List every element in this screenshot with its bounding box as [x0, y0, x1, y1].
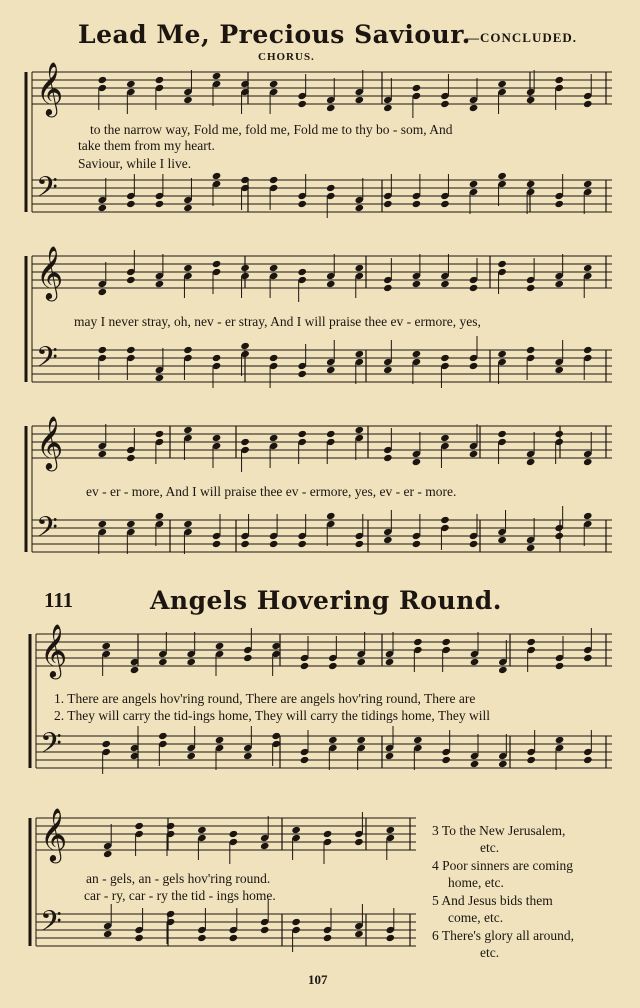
system-4-bass-note [441, 748, 451, 756]
system-4-treble-note [498, 666, 508, 674]
system-4-bass-note [271, 732, 281, 740]
system-2-treble-note [383, 284, 393, 292]
system-5-treble-note [354, 830, 364, 838]
system-5-treble-note [197, 826, 207, 834]
system-2-treble-note [97, 288, 107, 296]
system-2-treble-note [583, 272, 593, 280]
system-3-bass-note [412, 532, 422, 540]
verse-number: 6 [432, 928, 439, 943]
system-3-bass-note [383, 528, 393, 536]
system-2-bass-note [583, 354, 593, 362]
system-3-treble-note [297, 430, 307, 438]
concluded-label: —CONCLUDED. [466, 30, 578, 45]
system-3-bass-clef: 𝄢 [36, 511, 58, 551]
system-4-treble-note [101, 642, 111, 650]
system-4-bass-note [413, 744, 423, 752]
system-5-treble-note [103, 850, 113, 858]
system-2-bass-note [155, 366, 165, 374]
system-4-bass-note [130, 744, 140, 752]
system-3-treble-note [383, 454, 393, 462]
system-2-bass-note [126, 346, 136, 354]
system-4-bass-note [413, 736, 423, 744]
system-2-treble-note [97, 280, 107, 288]
system-3-bass-note [469, 540, 479, 548]
system-2-bass-note [126, 354, 136, 362]
system-2-treble-note [354, 272, 364, 280]
system-4-treble-note [328, 654, 338, 662]
system-2-treble-note [354, 264, 364, 272]
system-4-treble-note [385, 650, 395, 658]
verse-line: Poor sinners are coming [442, 858, 573, 873]
system-2-bass-note [412, 358, 422, 366]
system-5-bass-note [134, 934, 144, 942]
system-3-bass-note [440, 516, 450, 524]
system-3-bass-note [583, 512, 593, 520]
system-3-bass-note [354, 540, 364, 548]
system-3-treble-note [469, 450, 479, 458]
system-4-treble-note [328, 662, 338, 670]
system-4-bass-note [300, 756, 310, 764]
system-2-bass-note [583, 346, 593, 354]
system-1-lyric-line-3: Saviour, while I live. [78, 156, 192, 171]
system-3-treble-note [269, 434, 279, 442]
system-4-treble-note [158, 658, 168, 666]
system-2-bass-note [440, 354, 450, 362]
system-4-treble-note [441, 638, 451, 646]
system-2-bass-note [297, 362, 307, 370]
system-5-treble-note [291, 826, 301, 834]
system-5-treble-note [229, 838, 239, 846]
system-4-treble-note [470, 658, 480, 666]
verse-number: 5 [432, 893, 439, 908]
system-4-bass-note [498, 760, 508, 768]
system-3-treble-clef: 𝄞 [36, 415, 64, 469]
system-2-bass-note [240, 342, 250, 350]
system-5-bass-note [166, 910, 176, 918]
system-4-bass-note [186, 752, 196, 760]
system-2-bass-note [326, 358, 336, 366]
verse-item-4 [432, 857, 632, 891]
system-4-treble-clef: 𝄞 [40, 623, 68, 677]
verse-line: There's glory all around, [441, 928, 575, 943]
system-5-treble-note [323, 830, 333, 838]
system-2-treble-note [240, 264, 250, 272]
system-5-treble-note [323, 838, 333, 846]
system-3-treble-note [412, 450, 422, 458]
system-2-treble-note [269, 264, 279, 272]
system-4-bass-note [356, 744, 366, 752]
system-4-treble-note [555, 654, 565, 662]
system-4-bass-note [130, 752, 140, 760]
system-4-treble-note [413, 646, 423, 654]
ending-lyric-2: car - ry, car - ry the tid - ings home. [84, 888, 276, 903]
system-4-treble-note [130, 666, 140, 674]
system-2-bass-note [155, 374, 165, 382]
system-4-bass-note [328, 744, 338, 752]
system-2-treble-note [240, 272, 250, 280]
system-2-treble-note [469, 284, 479, 292]
system-4-treble-note [130, 658, 140, 666]
system-5-bass-clef: 𝄢 [40, 905, 62, 945]
system-2-bass-note [554, 366, 564, 374]
system-2-treble-note [440, 272, 450, 280]
system-5-treble-note [103, 842, 113, 850]
system-3-bass-note [326, 512, 336, 520]
system-3-treble-note [497, 438, 507, 446]
system-5-bass-note [197, 926, 207, 934]
system-3-bass-note [297, 532, 307, 540]
system-3-bass-note [497, 528, 507, 536]
system-4-bass-note [555, 744, 565, 752]
system-2-bass-note [212, 362, 222, 370]
system-5-treble-note [134, 830, 144, 838]
system-3-bass-note [183, 520, 193, 528]
system-5-treble-note [354, 838, 364, 846]
system-4-bass-note [441, 756, 451, 764]
system-2-bass-note [97, 354, 107, 362]
system-3-treble-note [412, 458, 422, 466]
system-1-lyric-line-2: take them from my heart. [78, 138, 215, 153]
system-4-bass-note [158, 740, 168, 748]
system-2-bass-note [526, 354, 536, 362]
system-5-bass-note [229, 934, 239, 942]
system-4-treble-note [215, 650, 225, 658]
system-5-bass-note [166, 918, 176, 926]
system-2-treble-note [497, 260, 507, 268]
system-2-bass-note [469, 354, 479, 362]
system-5-bass-note [323, 926, 333, 934]
system-4-treble-note [498, 658, 508, 666]
system-2-treble-note [126, 276, 136, 284]
system-3-bass-note [212, 540, 222, 548]
system-3-bass-note [469, 532, 479, 540]
system-4-treble-note [271, 642, 281, 650]
system-3-bass-note [412, 540, 422, 548]
system-3-bass-note [526, 536, 536, 544]
system-2-bass-note [497, 358, 507, 366]
system-2-treble-note [155, 272, 165, 280]
system-4-treble-note [413, 638, 423, 646]
verse-2-lyric: 2. They will carry the tid-ings home, They will carry the tidings home, They will [54, 708, 491, 723]
system-4-treble-note [243, 646, 253, 654]
system-1-bass-clef: 𝄢 [36, 171, 58, 211]
system-4-bass-note [158, 732, 168, 740]
system-2-treble-note [212, 268, 222, 276]
system-2-bass-note [212, 354, 222, 362]
system-4-bass-note [583, 748, 593, 756]
system-3-treble-note [526, 458, 536, 466]
system-3-bass-note [269, 532, 279, 540]
system-2-bass-note [269, 354, 279, 362]
verse-line: home, etc. [448, 875, 504, 890]
system-3-bass-note [383, 536, 393, 544]
system-4-bass-note [385, 752, 395, 760]
system-3-treble-note [155, 430, 165, 438]
system-4-bass-note [498, 752, 508, 760]
system-3-treble-note [126, 454, 136, 462]
system-4-bass-note [215, 744, 225, 752]
system-2-bass-note [354, 350, 364, 358]
system-3-treble-note [240, 438, 250, 446]
system-3-treble-note [183, 434, 193, 442]
system-2-bass-note [526, 346, 536, 354]
system-4-treble-note [300, 662, 310, 670]
system-3-treble-note [440, 434, 450, 442]
system-3-treble-note [240, 446, 250, 454]
system-3-treble-note [583, 450, 593, 458]
system-3-treble-note [469, 442, 479, 450]
system-4-bass-note [215, 736, 225, 744]
system-2-bass-note [183, 346, 193, 354]
system-2-treble-note [155, 280, 165, 288]
system-3-bass-note [126, 520, 136, 528]
system-4-treble-note [356, 650, 366, 658]
system-4-treble-note [271, 650, 281, 658]
system-2-bass-note [269, 362, 279, 370]
system-5-bass-note [323, 934, 333, 942]
system-3-lyric: ev - er - more, And I will praise thee ev - ermore, yes, ev - er - more. [86, 484, 457, 499]
verse-number: 4 [432, 858, 439, 873]
system-2-treble-note [212, 260, 222, 268]
verse-number: 3 [432, 823, 439, 838]
system-5-bass-note [103, 930, 113, 938]
system-3-bass-note [497, 536, 507, 544]
system-4-treble-note [158, 650, 168, 658]
system-2-bass-note [326, 366, 336, 374]
system-2-treble-note [126, 268, 136, 276]
system-4-treble-note [300, 654, 310, 662]
system-4-bass-note [555, 736, 565, 744]
system-5-treble-note [134, 822, 144, 830]
system-5-bass-note [291, 926, 301, 934]
system-2-bass-note [297, 370, 307, 378]
system-2-bass-note [354, 358, 364, 366]
verse-line: come, etc. [448, 910, 504, 925]
system-5-bass-note [260, 918, 270, 926]
chorus-label: CHORUS. [258, 51, 315, 63]
system-2-treble-clef: 𝄞 [36, 245, 64, 299]
system-5-treble-note [260, 834, 270, 842]
system-2-lyric: may I never stray, oh, nev - er stray, And I will praise thee ev - ermore, yes, [74, 314, 481, 329]
ending-lyric-1: an - gels, an - gels hov'ring round. [86, 871, 271, 886]
system-4-treble-note [186, 658, 196, 666]
system-2-treble-note [554, 280, 564, 288]
system-4-bass-clef: 𝄢 [40, 727, 62, 767]
system-5-bass-note [386, 926, 396, 934]
system-2-treble-note [583, 264, 593, 272]
system-4-bass-note [385, 744, 395, 752]
system-4-bass-note [470, 752, 480, 760]
verse-item-6 [432, 927, 632, 961]
system-4-bass-note [526, 756, 536, 764]
system-2-bass-note [469, 362, 479, 370]
system-3-treble-note [354, 434, 364, 442]
system-4-bass-note [356, 736, 366, 744]
verse-item-3 [432, 822, 632, 856]
system-2-treble-note [412, 272, 422, 280]
system-2-bass-note [383, 366, 393, 374]
system-3-bass-note [155, 520, 165, 528]
system-4-treble-note [215, 642, 225, 650]
system-2-treble-note [412, 280, 422, 288]
system-3-treble-note [383, 446, 393, 454]
system-2-treble-note [554, 272, 564, 280]
system-3-treble-note [269, 442, 279, 450]
system-5-treble-note [229, 830, 239, 838]
system-3-treble-note [326, 438, 336, 446]
system-1-treble-clef: 𝄞 [36, 61, 64, 115]
system-2-treble-note [326, 280, 336, 288]
system-5-bass-note [354, 930, 364, 938]
system-3-treble-note [183, 426, 193, 434]
system-2-bass-note [240, 350, 250, 358]
system-3-bass-note [440, 524, 450, 532]
system-4-bass-note [526, 748, 536, 756]
system-2-treble-note [383, 276, 393, 284]
system-3-bass-note [155, 512, 165, 520]
system-2-treble-note [440, 280, 450, 288]
system-2-bass-note [383, 358, 393, 366]
hymn-title-angels: Angels Hovering Round. [150, 586, 502, 615]
system-2-bass-note [97, 346, 107, 354]
system-5-bass-note [229, 926, 239, 934]
system-4-treble-note [583, 646, 593, 654]
verse-1-lyric: 1. There are angels hov'ring round, There are angels hov'ring round, There are [54, 691, 476, 706]
system-3-bass-note [97, 520, 107, 528]
verse-line: etc. [480, 840, 500, 855]
system-2-treble-note [183, 264, 193, 272]
system-2-bass-note [183, 354, 193, 362]
system-4-bass-note [271, 740, 281, 748]
system-4-bass-note [243, 752, 253, 760]
system-5-bass-note [354, 922, 364, 930]
system-2-treble-note [326, 272, 336, 280]
system-3-treble-note [126, 446, 136, 454]
system-5-bass-note [134, 926, 144, 934]
system-4-treble-note [356, 658, 366, 666]
system-3-bass-note [240, 532, 250, 540]
system-3-bass-note [183, 528, 193, 536]
system-1-lyric-line-1: to the narrow way, Fold me, fold me, Fold me to thy bo - som, And [90, 122, 453, 137]
verse-line: And Jesus bids them [441, 893, 553, 908]
system-3-bass-note [212, 532, 222, 540]
system-3-treble-note [97, 442, 107, 450]
system-3-treble-note [497, 430, 507, 438]
system-5-treble-note [291, 834, 301, 842]
verse-item-5 [432, 892, 632, 926]
system-4-treble-note [186, 650, 196, 658]
hymn-title-lead-me: Lead Me, Precious Saviour. [78, 20, 471, 49]
system-3-treble-note [212, 442, 222, 450]
system-4-bass-note [300, 748, 310, 756]
system-4-treble-note [470, 650, 480, 658]
system-3-treble-note [326, 430, 336, 438]
system-5-bass-note [386, 934, 396, 942]
system-5-treble-note [166, 822, 176, 830]
system-3-bass-note [269, 540, 279, 548]
system-3-treble-note [440, 442, 450, 450]
system-2-treble-note [297, 276, 307, 284]
system-3-treble-note [297, 438, 307, 446]
system-5-bass-note [197, 934, 207, 942]
system-3-bass-note [126, 528, 136, 536]
system-4-bass-note [243, 744, 253, 752]
additional-verses [432, 822, 632, 961]
system-2-bass-note [497, 350, 507, 358]
system-5-treble-note [386, 826, 396, 834]
system-3-treble-note [354, 426, 364, 434]
system-3-treble-note [97, 450, 107, 458]
system-2-bass-clef: 𝄢 [36, 341, 58, 381]
system-4-treble-note [583, 654, 593, 662]
system-3-bass-note [526, 544, 536, 552]
system-5-treble-clef: 𝄞 [40, 807, 68, 861]
system-4-treble-note [441, 646, 451, 654]
system-2-treble-note [469, 276, 479, 284]
system-4-treble-note [526, 638, 536, 646]
system-2-treble-note [183, 272, 193, 280]
system-2-bass-note [554, 358, 564, 366]
system-5-bass-note [291, 918, 301, 926]
system-4-bass-note [328, 736, 338, 744]
page-number: 107 [308, 972, 328, 987]
system-4-treble-note [385, 658, 395, 666]
system-5-treble-note [260, 842, 270, 850]
system-3-bass-note [583, 520, 593, 528]
system-3-bass-note [97, 528, 107, 536]
system-5-bass-note [103, 922, 113, 930]
system-5-treble-note [386, 834, 396, 842]
system-2-treble-note [297, 268, 307, 276]
system-4-treble-note [526, 646, 536, 654]
system-4-bass-note [101, 748, 111, 756]
system-3-bass-note [354, 532, 364, 540]
system-5-treble-note [166, 830, 176, 838]
system-5-treble-note [197, 834, 207, 842]
system-3-bass-note [240, 540, 250, 548]
system-4-bass-note [101, 740, 111, 748]
system-5-bass-note [260, 926, 270, 934]
system-3-bass-note [326, 520, 336, 528]
system-4-bass-note [186, 744, 196, 752]
system-3-bass-note [554, 524, 564, 532]
system-2-bass-note [412, 350, 422, 358]
system-3-treble-note [583, 458, 593, 466]
verse-line: To the New Jerusalem, [441, 823, 566, 838]
system-4-treble-note [555, 662, 565, 670]
system-3-treble-note [526, 450, 536, 458]
verse-line: etc. [480, 945, 500, 960]
hymn-number: 111 [44, 588, 74, 612]
system-3-bass-note [297, 540, 307, 548]
system-3-treble-note [554, 438, 564, 446]
system-2-treble-note [497, 268, 507, 276]
system-4-treble-note [243, 654, 253, 662]
system-2-bass-note [440, 362, 450, 370]
system-3-treble-note [155, 438, 165, 446]
system-3-treble-note [212, 434, 222, 442]
system-4-treble-note [101, 650, 111, 658]
system-3-treble-note [554, 430, 564, 438]
system-4-bass-note [583, 756, 593, 764]
system-2-treble-note [526, 284, 536, 292]
system-2-treble-note [526, 276, 536, 284]
system-3-bass-note [554, 532, 564, 540]
system-2-treble-note [269, 272, 279, 280]
system-4-bass-note [470, 760, 480, 768]
